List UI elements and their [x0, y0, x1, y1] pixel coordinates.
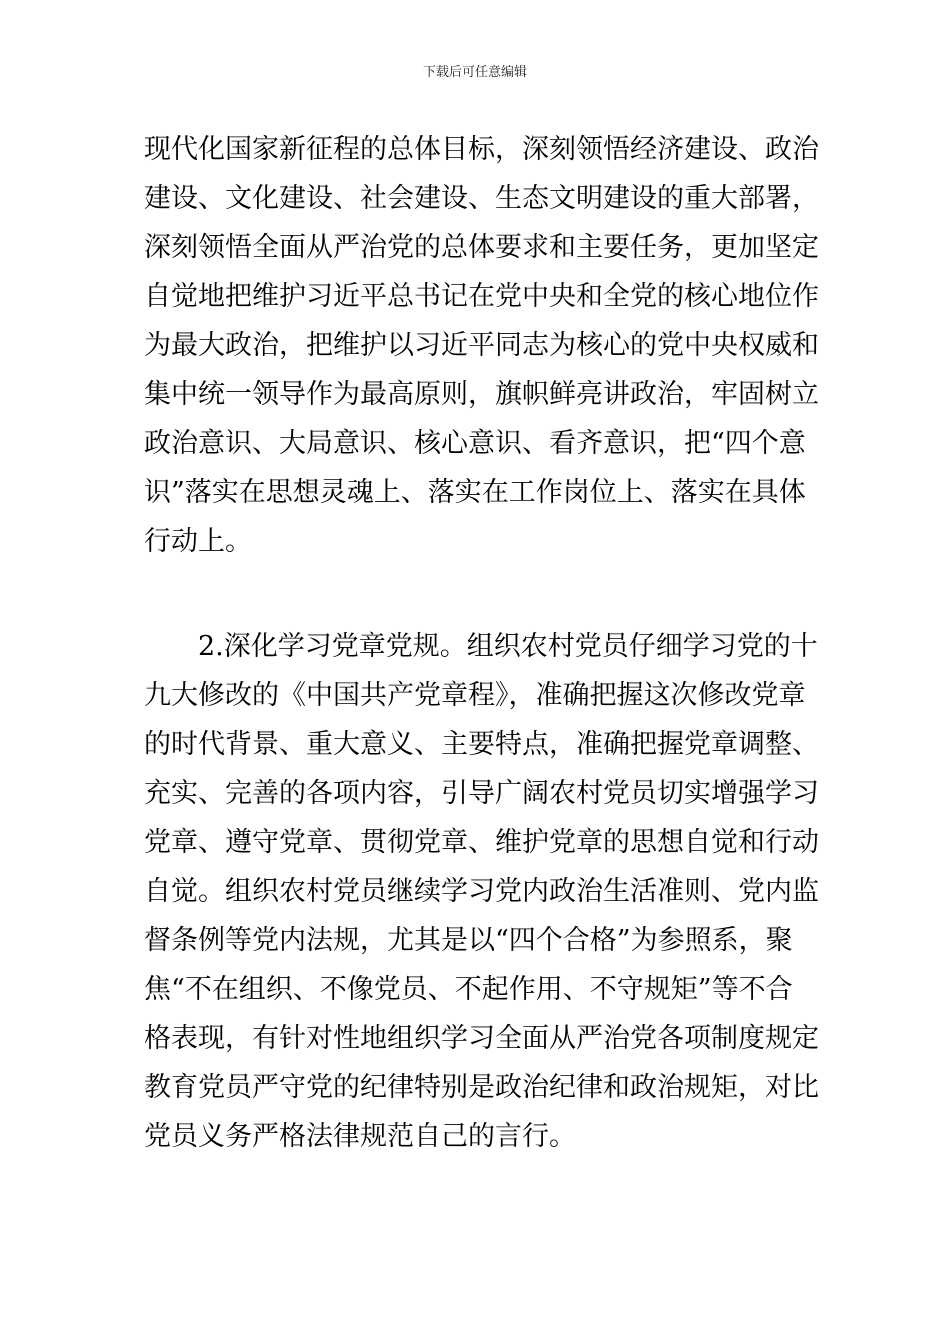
text-line: 建设、文化建设、社会建设、生态文明建设的重大部署，	[144, 183, 819, 214]
text-line: 党员义务严格法律规范自己的言行。	[144, 1121, 576, 1152]
text-line: 九大修改的《中国共产党章程》，准确把握这次修改党章	[144, 680, 806, 711]
text-line: 自觉。组织农村党员继续学习党内政治生活准则、党内监	[144, 876, 819, 907]
text-line: 焦“不在组织、不像党员、不起作用、不守规矩”等不合	[144, 974, 793, 1005]
text-line: 教育党员严守党的纪律特别是政治纪律和政治规矩，对比	[144, 1072, 819, 1103]
text-line: 党章、遵守党章、贯彻党章、维护党章的思想自觉和行动	[144, 827, 819, 858]
text-line: 行动上。	[144, 526, 252, 557]
text-line: 充实、完善的各项内容，引导广阔农村党员切实增强学习	[144, 778, 819, 809]
text-line: 政治意识、大局意识、核心意识、看齐意识，把“四个意	[144, 428, 806, 459]
text-line: 识”落实在思想灵魂上、落实在工作岗位上、落实在具体	[144, 477, 806, 508]
text-line: 现代化国家新征程的总体目标，深刻领悟经济建设、政治	[144, 134, 819, 165]
text-line-first: 2.深化学习党章党规。组织农村党员仔细学习党的十	[198, 631, 818, 662]
page-header: 下载后可任意编辑	[422, 65, 527, 80]
paragraph-2	[144, 622, 824, 1161]
text-line: 格表现，有针对性地组织学习全面从严治党各项制度规定	[144, 1023, 819, 1054]
paragraph-1	[144, 125, 824, 566]
text-line: 自觉地把维护习近平总书记在党中央和全党的核心地位作	[144, 281, 819, 312]
text-line: 督条例等党内法规，尤其是以“四个合格”为参照系，聚	[144, 925, 793, 956]
text-line: 为最大政治，把维护以习近平同志为核心的党中央权威和	[144, 330, 819, 361]
text-line: 的时代背景、重大意义、主要特点，准确把握党章调整、	[144, 729, 819, 760]
text-line: 深刻领悟全面从严治党的总体要求和主要任务，更加坚定	[144, 232, 819, 263]
text-line: 集中统一领导作为最高原则，旗帜鲜亮讲政治，牢固树立	[144, 379, 819, 410]
